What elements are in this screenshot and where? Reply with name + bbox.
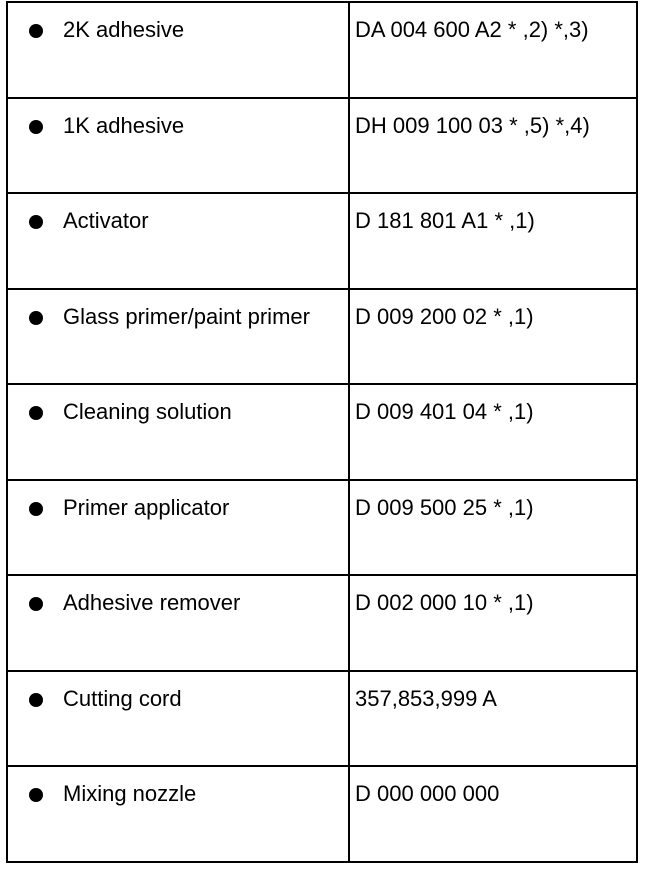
part-name: Primer applicator — [63, 494, 230, 520]
part-code-cell — [349, 193, 637, 289]
table-row — [7, 766, 637, 862]
part-name-cell — [7, 575, 349, 671]
part-name-cell — [7, 480, 349, 576]
table-row — [7, 193, 637, 289]
bullet-icon — [29, 120, 43, 134]
part-code-cell — [349, 766, 637, 862]
part-code-cell — [349, 98, 637, 194]
bullet-icon — [29, 788, 43, 802]
table-row — [7, 384, 637, 480]
part-number: D 009 200 02 * ,1) — [355, 303, 534, 329]
part-number: D 002 000 10 * ,1) — [355, 590, 534, 615]
part-number: D 009 401 04 * ,1) — [355, 399, 534, 424]
bullet-icon — [29, 215, 43, 229]
part-number: DH 009 100 03 * ,5) *,4) — [355, 112, 590, 138]
part-code-cell — [349, 575, 637, 671]
part-number: 357,853,999 A — [355, 685, 497, 711]
bullet-icon — [29, 597, 43, 611]
part-name: Cutting cord — [63, 685, 182, 711]
part-name-cell — [7, 384, 349, 480]
part-name: Glass primer/paint primer — [63, 303, 310, 329]
part-name: 2K adhesive — [63, 17, 185, 42]
bullet-icon — [29, 502, 43, 516]
parts-table — [6, 1, 638, 863]
part-number: D 009 500 25 * ,1) — [355, 494, 534, 520]
part-name-cell — [7, 193, 349, 289]
part-code-cell — [349, 384, 637, 480]
part-name-cell — [7, 98, 349, 194]
table-row — [7, 575, 637, 671]
part-name: Adhesive remover — [63, 590, 241, 615]
table-row — [7, 480, 637, 576]
table-row — [7, 671, 637, 767]
part-number: DA 004 600 A2 * ,2) *,3) — [355, 17, 589, 42]
part-name: 1K adhesive — [63, 112, 185, 138]
part-name-cell — [7, 289, 349, 385]
table-row — [7, 98, 637, 194]
part-code-cell — [349, 2, 637, 98]
part-code-cell — [349, 671, 637, 767]
bullet-icon — [29, 311, 43, 325]
part-name-cell — [7, 2, 349, 98]
part-code-cell — [349, 289, 637, 385]
part-name: Mixing nozzle — [63, 781, 197, 806]
table-row — [7, 289, 637, 385]
part-code-cell — [349, 480, 637, 576]
table-row — [7, 2, 637, 98]
part-name: Activator — [63, 208, 149, 233]
bullet-icon — [29, 693, 43, 707]
part-number: D 000 000 000 — [355, 781, 500, 806]
part-number: D 181 801 A1 * ,1) — [355, 208, 535, 233]
part-name-cell — [7, 671, 349, 767]
part-name: Cleaning solution — [63, 399, 232, 424]
part-name-cell — [7, 766, 349, 862]
bullet-icon — [29, 406, 43, 420]
bullet-icon — [29, 24, 43, 38]
